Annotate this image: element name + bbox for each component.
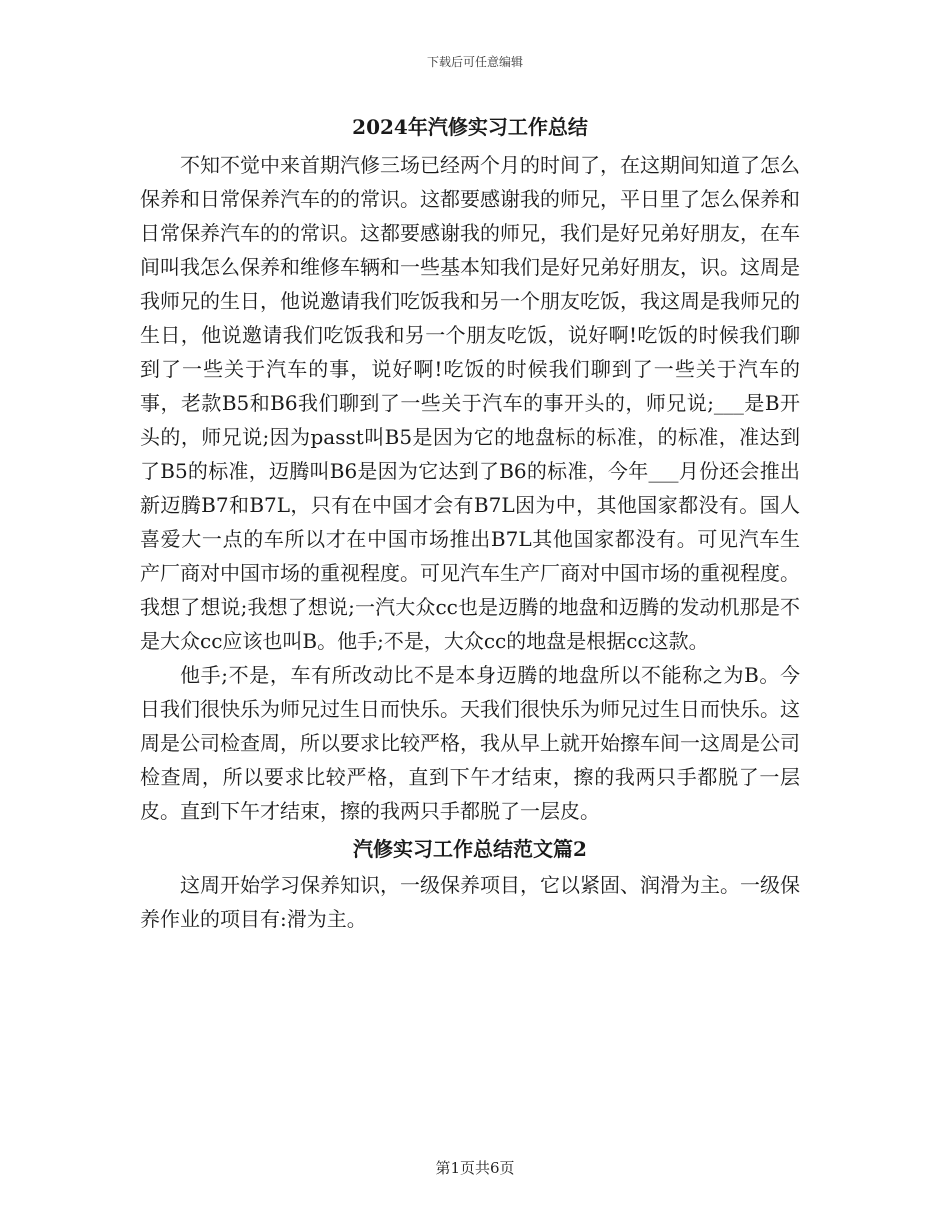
header-note: 下载后可任意编辑 [426,55,523,69]
paragraph: 这周开始学习保养知识，一级保养项目，它以紧固、润滑为主。一级保养作业的项目有:滑为主。 [140,873,800,931]
document-body [140,110,800,936]
paragraph: 不知不觉中来首期汽修三场已经两个月的时间了，在这期间知道了怎么保养和日常保养汽车的的常识。这都要感谢我的师兄，平日里了怎么保养和日常保养汽车的的常识。这都要感谢我的师兄，我们是好兄弟好朋友，在车间叫我怎么保养和维修车辆和一些基本知我们是好兄弟好朋友，识。这周是我师兄的生日，他说邀请我们吃饭我和另一个朋友吃饭，我这周是我师兄的生日，他说邀请我们吃饭我和另一个朋友吃饭，说好啊!吃饭的时候我们聊到了一些关于汽车的事，说好啊!吃饭的时候我们聊到了一些关于汽车的事，老款B5和B6我们聊到了一些关于汽车的事开头的，师兄说;___是B开头的，师兄说;因为passt叫B5是因为它的地盘标的标准，的标准，准达到了B5的标准，迈腾叫B6是因为它达到了B6的标准，今年___月份还会推出新迈腾B7和B7L，只有在中国才会有B7L因为中，其他国家都没有。国人喜爱大一点的车所以才在中国市场推出B7L其他国家都没有。可见汽车生产厂商对中国市场的重视程度。可见汽车生产厂商对中国市场的重视程度。我想了想说;我想了想说;一汽大众cc也是迈腾的地盘和迈腾的发动机那是不是大众cc应该也叫B。他手;不是，大众cc的地盘是根据cc这款。 [140,153,800,653]
document-title: 2024年汽修实习工作总结 [352,115,588,139]
page-number: 第1页共6页 [435,1159,515,1177]
paragraph: 他手;不是，车有所改动比不是本身迈腾的地盘所以不能称之为B。今日我们很快乐为师兄过生日而快乐。天我们很快乐为师兄过生日而快乐。这周是公司检查周，所以要求比较严格，我从早上就开始擦车间一这周是公司检查周，所以要求比较严格，直到下午才结束，擦的我两只手都脱了一层皮。直到下午才结束，擦的我两只手都脱了一层皮。 [140,663,800,823]
section-subtitle: 汽修实习工作总结范文篇2 [353,837,587,861]
